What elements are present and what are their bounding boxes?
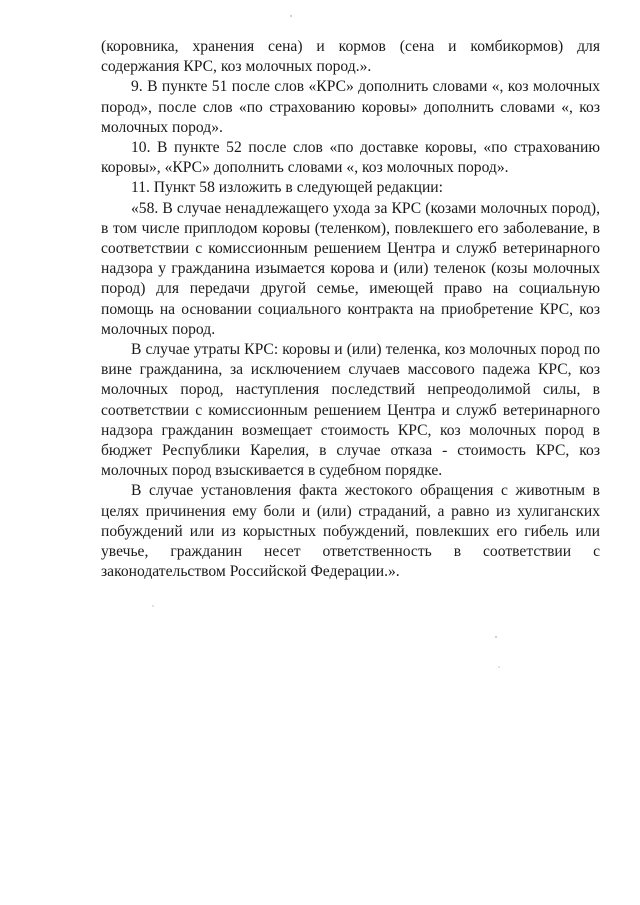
paragraph-item-10: 10. В пункте 52 после слов «по доставке коровы, «по страхованию коровы», «КРС» дополнить словами «, коз молочных пород». (101, 139, 600, 177)
paragraph-item-9: 9. В пункте 51 после слов «КРС» дополнить словами «, коз молочных пород», после слов «по страхованию коровы» дополнить словами «, коз молочных пород». (101, 78, 600, 136)
paragraph-clause-58: «58. В случае ненадлежащего ухода за КРС (козами молочных пород), в том числе приплодом коровы (теленком), повлекшего его заболевание, в соответствии с комиссионным решением Центра и служб ветеринарного надзора у гражданина изымается корова и (или) теленок (козы молочных пород) для передачи другой семье, имеющей право на социальную помощь на основании социального контракта на приобретение КРС, коз молочных пород. (101, 199, 600, 338)
document-body (101, 37, 600, 582)
paragraph-cruelty-liability: В случае установления факта жестокого обращения с животным в целях причинения ему боли и (или) страданий, а равно из хулиганских побуждений или из корыстных побуждений, повлекших его гибель или увечье, гражданин несет ответственность в соответствии с законодательством Российской Федерации.». (101, 482, 600, 581)
paragraph-continuation: (коровника, хранения сена) и кормов (сена и комбикормов) для содержания КРС, коз молочных пород.». (101, 38, 600, 76)
paragraph-item-11: 11. Пункт 58 изложить в следующей редакции: (131, 179, 443, 197)
paragraph-loss-compensation: В случае утраты КРС: коровы и (или) теленка, коз молочных пород по вине гражданина, за исключением случаев массового падежа КРС, коз молочных пород, наступления последствий непреодолимой силы, в соответствии с комиссионным решением Центра и служб ветеринарного надзора гражданин возмещает стоимость КРС, коз молочных пород в бюджет Республики Карелия, в случае отказа - стоимость КРС, коз молочных пород взыскивается в судебном порядке. (101, 341, 600, 480)
